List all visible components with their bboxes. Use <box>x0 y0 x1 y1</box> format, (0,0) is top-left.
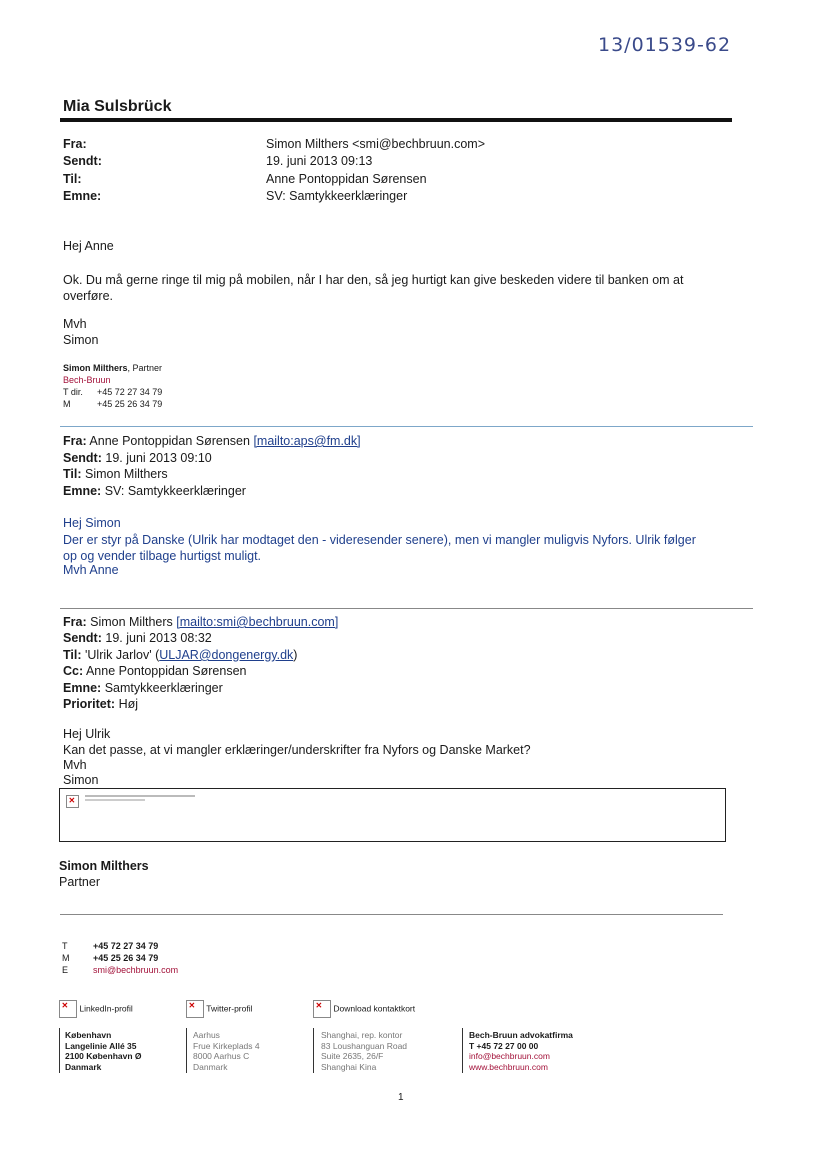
msg3-closing: Mvh <box>63 758 87 772</box>
office-name: Aarhus <box>193 1030 220 1040</box>
subject-value: SV: Samtykkeerklæringer <box>266 189 408 203</box>
msg2-subject-label: Emne: <box>63 484 102 498</box>
msg3-from-mailto-link[interactable]: [mailto:smi@bechbruun.com] <box>176 615 339 629</box>
msg2-to-value: Simon Milthers <box>85 467 168 481</box>
download-icon <box>313 1000 331 1018</box>
msg3-line1: Kan det passe, at vi mangler erklæringer/underskrifter fra Nyfors og Danske Market? <box>63 743 531 757</box>
office-aarhus <box>193 1030 260 1072</box>
office-line3: Danmark <box>193 1061 228 1072</box>
msg2-sent-value: 19. juni 2013 09:10 <box>105 451 212 465</box>
office-name: Bech-Bruun advokatfirma <box>469 1030 573 1040</box>
quote-separator-1 <box>60 426 753 427</box>
msg3-from-row <box>63 614 338 630</box>
sig-tdir-label: T dir. <box>63 387 83 397</box>
msg2-from-row <box>63 433 361 449</box>
msg2-sent-label: Sendt: <box>63 451 102 465</box>
sig-m-label: M <box>63 399 71 409</box>
msg2-to-row <box>63 466 168 482</box>
office-separator-3 <box>313 1028 314 1073</box>
msg2-from-label: Fra: <box>63 434 87 448</box>
twitter-icon <box>186 1000 204 1018</box>
msg1-signature-company: Bech-Bruun <box>63 375 111 385</box>
office-line1: Frue Kirkeplads 4 <box>193 1040 260 1051</box>
msg1-closing: Mvh <box>63 317 87 331</box>
msg2-from-value: Anne Pontoppidan Sørensen <box>89 434 254 448</box>
contact-t-label: T <box>62 941 68 951</box>
office-line2: 2100 København Ø <box>65 1051 142 1061</box>
msg2-from-mailto-link[interactable]: [mailto:aps@fm.dk] <box>253 434 361 448</box>
msg3-cc-row <box>63 663 247 679</box>
sig-title: , Partner <box>127 363 163 373</box>
sig-tdir-number: +45 72 27 34 79 <box>97 387 163 397</box>
sent-label: Sendt: <box>63 154 102 168</box>
office-email-link[interactable]: info@bechbruun.com <box>469 1051 550 1061</box>
msg3-to-value: 'Ulrik Jarlov' ( <box>85 648 160 662</box>
contact-email-link[interactable]: smi@bechbruun.com <box>93 965 179 975</box>
msg1-line1: Ok. Du må gerne ringe til mig på mobilen, når I har den, så jeg hurtigt kan give beskeden videre til banken om at <box>63 273 684 287</box>
msg3-sent-label: Sendt: <box>63 631 102 645</box>
msg3-from-label: Fra: <box>63 615 87 629</box>
msg3-to-label: Til: <box>63 648 82 662</box>
broken-image-icon <box>66 795 79 808</box>
msg3-from-value: Simon Milthers <box>90 615 177 629</box>
msg1-line2: overføre. <box>63 289 114 303</box>
office-line1: 83 Loushanguan Road <box>321 1040 408 1051</box>
quote-separator-2 <box>60 608 753 609</box>
msg3-subject-value: Samtykkeerklæringer <box>104 681 223 695</box>
msg2-to-label: Til: <box>63 467 82 481</box>
twitter-link[interactable] <box>186 1000 253 1018</box>
sig-name: Simon Milthers <box>63 363 128 373</box>
office-copenhagen <box>65 1030 142 1072</box>
msg3-sig-title: Partner <box>59 875 100 889</box>
msg3-sent-value: 19. juni 2013 08:32 <box>105 631 212 645</box>
office-separator-2 <box>186 1028 187 1073</box>
page-number: 1 <box>398 1092 404 1103</box>
office-line3: Shanghai Kina <box>321 1061 377 1072</box>
office-headquarters <box>469 1030 573 1072</box>
contact-t-value: +45 72 27 34 79 <box>93 941 159 951</box>
msg2-subject-row <box>63 483 246 499</box>
msg3-to-row <box>63 647 297 663</box>
twitter-label: Twitter-profil <box>206 1003 253 1014</box>
sent-value: 19. juni 2013 09:13 <box>266 154 373 168</box>
msg3-sent-row <box>63 630 212 646</box>
broken-image-banner <box>59 788 726 842</box>
office-shanghai <box>321 1030 407 1072</box>
msg3-greeting: Hej Ulrik <box>63 727 111 741</box>
download-label: Download kontaktkort <box>333 1003 416 1014</box>
msg3-subject-label: Emne: <box>63 681 102 695</box>
subject-label: Emne: <box>63 189 102 203</box>
banner-alt-text-placeholder-2 <box>85 799 145 801</box>
office-line2: Suite 2635, 26/F <box>321 1051 384 1061</box>
office-website-link[interactable]: www.bechbruun.com <box>469 1061 548 1072</box>
msg3-signoff: Simon <box>63 773 99 787</box>
linkedin-link[interactable] <box>59 1000 133 1018</box>
msg3-priority-row <box>63 696 138 712</box>
msg3-priority-label: Prioritet: <box>63 697 116 711</box>
contact-m-label: M <box>62 953 70 963</box>
office-name: København <box>65 1030 112 1040</box>
title-rule <box>60 118 732 122</box>
sig-m-number: +45 25 26 34 79 <box>97 399 163 409</box>
msg3-cc-value: Anne Pontoppidan Sørensen <box>85 664 247 678</box>
office-name: Shanghai, rep. kontor <box>321 1030 403 1040</box>
office-line1: Langelinie Allé 35 <box>65 1040 137 1051</box>
from-label: Fra: <box>63 137 87 151</box>
banner-alt-text-placeholder <box>85 795 195 797</box>
office-line2: 8000 Aarhus C <box>193 1051 250 1061</box>
msg2-sent-row <box>63 450 212 466</box>
office-separator-4 <box>462 1028 463 1073</box>
from-value: Simon Milthers <smi@bechbruun.com> <box>266 137 486 151</box>
to-label: Til: <box>63 172 82 186</box>
mailbox-owner-name: Mia Sulsbrück <box>63 98 172 115</box>
linkedin-icon <box>59 1000 77 1018</box>
msg2-line1: Der er styr på Danske (Ulrik har modtaget den - videresender senere), men vi mangler muligvis Nyfors. Ulrik følger <box>63 533 696 547</box>
msg2-signoff: Mvh Anne <box>63 563 119 577</box>
msg3-to-close: ) <box>293 648 298 662</box>
msg2-greeting: Hej Simon <box>63 516 121 530</box>
to-value: Anne Pontoppidan Sørensen <box>266 172 427 186</box>
contact-e-label: E <box>62 965 69 975</box>
msg2-subject-value: SV: Samtykkeerklæringer <box>104 484 246 498</box>
msg3-subject-row <box>63 680 223 696</box>
contact-m-value: +45 25 26 34 79 <box>93 953 159 963</box>
download-contact-link[interactable] <box>313 1000 415 1018</box>
linkedin-label: LinkedIn-profil <box>79 1003 133 1014</box>
msg1-signature-name <box>63 363 162 374</box>
office-phone: T +45 72 27 00 00 <box>469 1040 539 1051</box>
msg2-line2: op og vender tilbage hurtigst muligt. <box>63 549 262 563</box>
office-separator-1 <box>59 1028 60 1073</box>
msg3-cc-label: Cc: <box>63 664 84 678</box>
msg3-to-email-link[interactable]: ULJAR@dongenergy.dk <box>159 648 294 662</box>
msg1-greeting: Hej Anne <box>63 239 114 253</box>
msg3-sig-name: Simon Milthers <box>59 859 149 873</box>
msg1-signoff: Simon <box>63 333 99 347</box>
handwritten-file-number: 13/01539-62 <box>598 34 732 56</box>
msg3-priority-value: Høj <box>118 697 139 711</box>
office-line3: Danmark <box>65 1061 102 1072</box>
signature-separator <box>60 914 723 915</box>
